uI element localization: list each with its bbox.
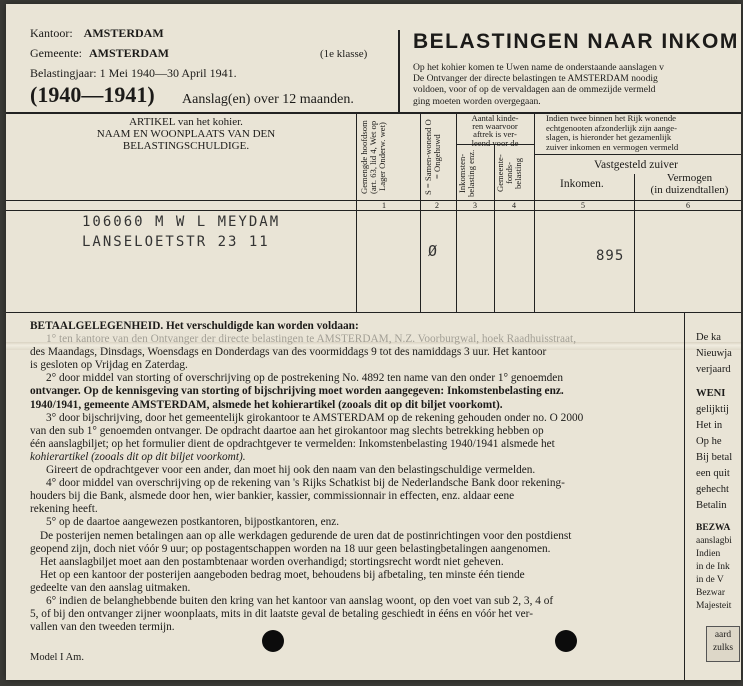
- betaal-line: 4° door middel van overschrijving op de rekening van 's Rijks Schatkist bij de Nederlandsche Bank door rekening-: [46, 477, 565, 490]
- taxpayer-name-line: 106060 M W L MEYDAM: [82, 214, 281, 230]
- betaal-line: rekening heeft.: [30, 503, 98, 516]
- betaal-line: ontvanger. Op de kennisgeving van storting of bijschrijving moet worden aangegeven: Inkomstenbelasting enz.: [30, 385, 564, 398]
- intro-line: De Ontvanger der directe belastingen te AMSTERDAM noodig: [413, 73, 658, 85]
- betaal-line: des Maandags, Dinsdags, Woensdags en Donderdags van des voormiddags 9 tot des namiddags 3 uur. Het kantoor: [30, 346, 547, 359]
- betaal-line: 1° ten kantore van den Ontvanger der directe belastingen te AMSTERDAM, N.Z. Voorburgwal, hoek Raadhuisstraat,: [46, 333, 577, 346]
- intro-text: [413, 62, 664, 107]
- betaal-line: Het aanslagbiljet moet aan den postambtenaar worden overhandigd; stortingsrecht wordt niet geheven.: [40, 555, 504, 568]
- artikel-header-line: NAAM EN WOONPLAATS VAN DEN: [96, 128, 276, 140]
- kinderen-line: leend voor de: [471, 137, 519, 148]
- col-number: 2: [435, 201, 439, 210]
- right-line: Majesteit: [696, 601, 732, 611]
- model-label: Model I Am.: [30, 652, 84, 663]
- betaal-line: Gireert de opdrachtgever voor een ander, dan moet hij ook den naam van den belastingschuldige vermelden.: [46, 464, 536, 477]
- betaal-line: kohierartikel (zooals dit op dit biljet voorkomt).: [30, 450, 246, 463]
- kinderen-header: [458, 114, 532, 147]
- tax-assessment-document: [6, 4, 741, 680]
- spouse-note-line: Indien twee binnen het Rijk wonende: [546, 113, 677, 123]
- betaal-line: houders bij die Bank, alsmede door hen, wier bankier, kassier, commissionnair in effecten, enz. aldaar eene: [30, 490, 515, 503]
- spouse-note-line: slagen, is hieronder het gezamenlijk: [546, 132, 672, 143]
- intro-line: Op het kohier komen te Uwen name de onderstaande aanslagen v: [413, 62, 664, 73]
- col2-value: Ø: [428, 242, 438, 260]
- klasse: (1e klasse): [320, 48, 368, 60]
- year-big: (1940—1941): [30, 82, 155, 107]
- col-number: 6: [686, 201, 690, 210]
- betaal-line: 3° door bijschrijving, door het gemeentelijk girokantoor te AMSTERDAM op de rekening gehouden onder no. O 2000: [46, 411, 584, 424]
- right-line: Bij betal: [696, 452, 733, 463]
- inkomen-value: 895: [596, 248, 625, 264]
- right-line: in de V: [696, 575, 724, 585]
- betaal-line: 5, of bij den ontvanger zijner woonplaats, mits in dit laatste geval de betaling geschiedt in ééns en vóór het ver-: [30, 608, 533, 621]
- table-number-rule: [6, 200, 741, 201]
- artikel-header: [26, 116, 346, 152]
- gemeente-label: Gemeente:: [30, 46, 82, 60]
- right-column-divider: [684, 312, 685, 680]
- grid-line: [456, 112, 457, 312]
- grid-line: [356, 112, 357, 312]
- vermogen-label-line: Vermogen: [666, 172, 713, 184]
- right-line: Bezwar: [696, 588, 726, 598]
- grid-line: [420, 112, 421, 312]
- stamp-line: aard: [714, 630, 732, 640]
- right-line: gehecht: [696, 484, 729, 495]
- vermogen-label: [638, 172, 741, 196]
- right-line: Betalin: [696, 500, 727, 511]
- gemeente-line: [30, 46, 169, 61]
- betaalgelegenheid-text: [30, 320, 682, 634]
- betaal-line: 5° op de daartoe aangewezen postkantoren, bijpostkantoren, enz.: [46, 516, 340, 529]
- artikel-header-line: BELASTINGSCHULDIGE.: [122, 140, 250, 152]
- betaal-line: 1940/1941, gemeente AMSTERDAM, alsmede het kohierartikel (zooals dit op dit biljet voorkomt).: [30, 398, 503, 411]
- right-line: WENI: [696, 388, 726, 399]
- col2-header: S = Samen-wonend O = Ongehuwd: [423, 119, 442, 195]
- intro-line: voldoen, voor of op de vervaldagen aan de ommezijde vermeld: [413, 84, 656, 96]
- right-column-text: [696, 330, 732, 613]
- right-line: een quit: [696, 468, 730, 479]
- right-line: Op he: [696, 436, 722, 447]
- betaal-line: De posterijen nemen betalingen aan op alle werkdagen gedurende de uren dat de postinrichtingen voor den postdienst: [40, 529, 572, 542]
- right-line: BEZWA: [696, 523, 731, 533]
- col-number: 5: [581, 201, 585, 210]
- right-line: verjaard: [696, 364, 731, 375]
- vermogen-label-line: (in duizendtallen): [650, 184, 729, 196]
- grid-line: [634, 174, 635, 312]
- grid-line: [534, 154, 741, 155]
- grid-line: [534, 112, 535, 312]
- col-number: 1: [382, 201, 386, 210]
- betaal-line: gedeelte van den aanslag uitmaken.: [30, 581, 191, 594]
- col-number: 4: [512, 201, 516, 210]
- betaal-line: vallen van den tweeden termijn.: [30, 621, 175, 634]
- betaal-line: is gesloten op Vrijdag en Zaterdag.: [30, 359, 188, 372]
- kantoor-line: [30, 26, 164, 41]
- header-divider: [398, 30, 400, 114]
- vastgesteld-label: Vastgesteld zuiver: [594, 159, 678, 171]
- stamp-line: zulks: [712, 643, 734, 653]
- col-number: 3: [473, 201, 477, 210]
- betaal-line: één aanslagbiljet; op het formulier dient de opdrachtgever te vermelden: Inkomstenbelasting 1940/1941 alsmede het: [30, 437, 555, 450]
- right-line: in de Ink: [696, 562, 730, 572]
- stamp-box: [706, 626, 740, 662]
- betaal-line: van den sub 1° genoemden ontvanger. De opdracht daartoe aan het girokantoor mag slechts betrekking hebben op: [30, 424, 544, 437]
- right-line: aanslagbi: [696, 536, 732, 546]
- intro-line: ging moeten worden overgegaan.: [413, 95, 541, 107]
- betaal-line: 6° indien de belanghebbende buiten den kring van het kantoor van aanslag woont, op den voet van sub 2, 3, 4 of: [46, 594, 554, 607]
- betaal-line: geopend zijn, doch niet vóór 9 uur; op postagentschappen worden na 18 uur geen belastingbetalingen aangenomen.: [30, 542, 551, 555]
- inkomen-label: Inkomen.: [560, 178, 604, 190]
- section-rule: [6, 312, 741, 313]
- right-line: gelijktij: [696, 404, 729, 415]
- table-body-rule: [6, 210, 741, 211]
- taxpayer-address-line: LANSELOETSTR 23 11: [82, 234, 270, 250]
- betaal-line: Het op een kantoor der posterijen aangeboden bedrag moet, behoudens bij afbetaling, ten minste één tiende: [40, 568, 525, 581]
- punch-hole: [555, 630, 577, 652]
- right-line: Indien: [696, 549, 721, 559]
- betaal-line: BETAALGELEGENHEID. Het verschuldigde kan worden voldaan:: [30, 320, 359, 332]
- document-title: BELASTINGEN NAAR INKOM: [413, 30, 739, 53]
- kantoor-value: AMSTERDAM: [83, 26, 164, 40]
- kantoor-label: Kantoor:: [30, 26, 73, 40]
- spouse-note-line: echtgenooten afzonderlijk zijn aange-: [546, 122, 677, 133]
- betaal-line: 2° door middel van storting of overschrijving op de postrekening No. 4892 ten name van den onder 1° genoemden: [46, 372, 563, 385]
- kinderen-line: ren waarvoor: [472, 121, 518, 132]
- gemeente-value: AMSTERDAM: [88, 46, 169, 60]
- col3-header: Inkomsten-belasting enz.: [457, 149, 476, 197]
- col4-header: Gemeente-fonds-belasting: [495, 154, 523, 192]
- kinderen-line: Aantal kinde-: [471, 113, 519, 123]
- right-line: Nieuwja: [696, 348, 732, 359]
- right-line: De ka: [696, 332, 721, 343]
- col1-header: Gemengde hoofdsom (art. 63, lid 4, Wet op Lager Onderw. wet): [359, 120, 387, 194]
- kinderen-line: aftrek is ver-: [473, 129, 517, 140]
- punch-hole: [262, 630, 284, 652]
- artikel-header-line: ARTIKEL van het kohier.: [129, 116, 243, 128]
- belastingjaar: Belastingjaar: 1 Mei 1940—30 April 1941.: [30, 66, 237, 80]
- aanslag-period: Aanslag(en) over 12 maanden.: [182, 92, 354, 107]
- spouse-note: [546, 114, 741, 152]
- spouse-note-line: zuiver inkomen en vermogen vermeld: [546, 141, 679, 152]
- right-line: Het in: [696, 420, 723, 431]
